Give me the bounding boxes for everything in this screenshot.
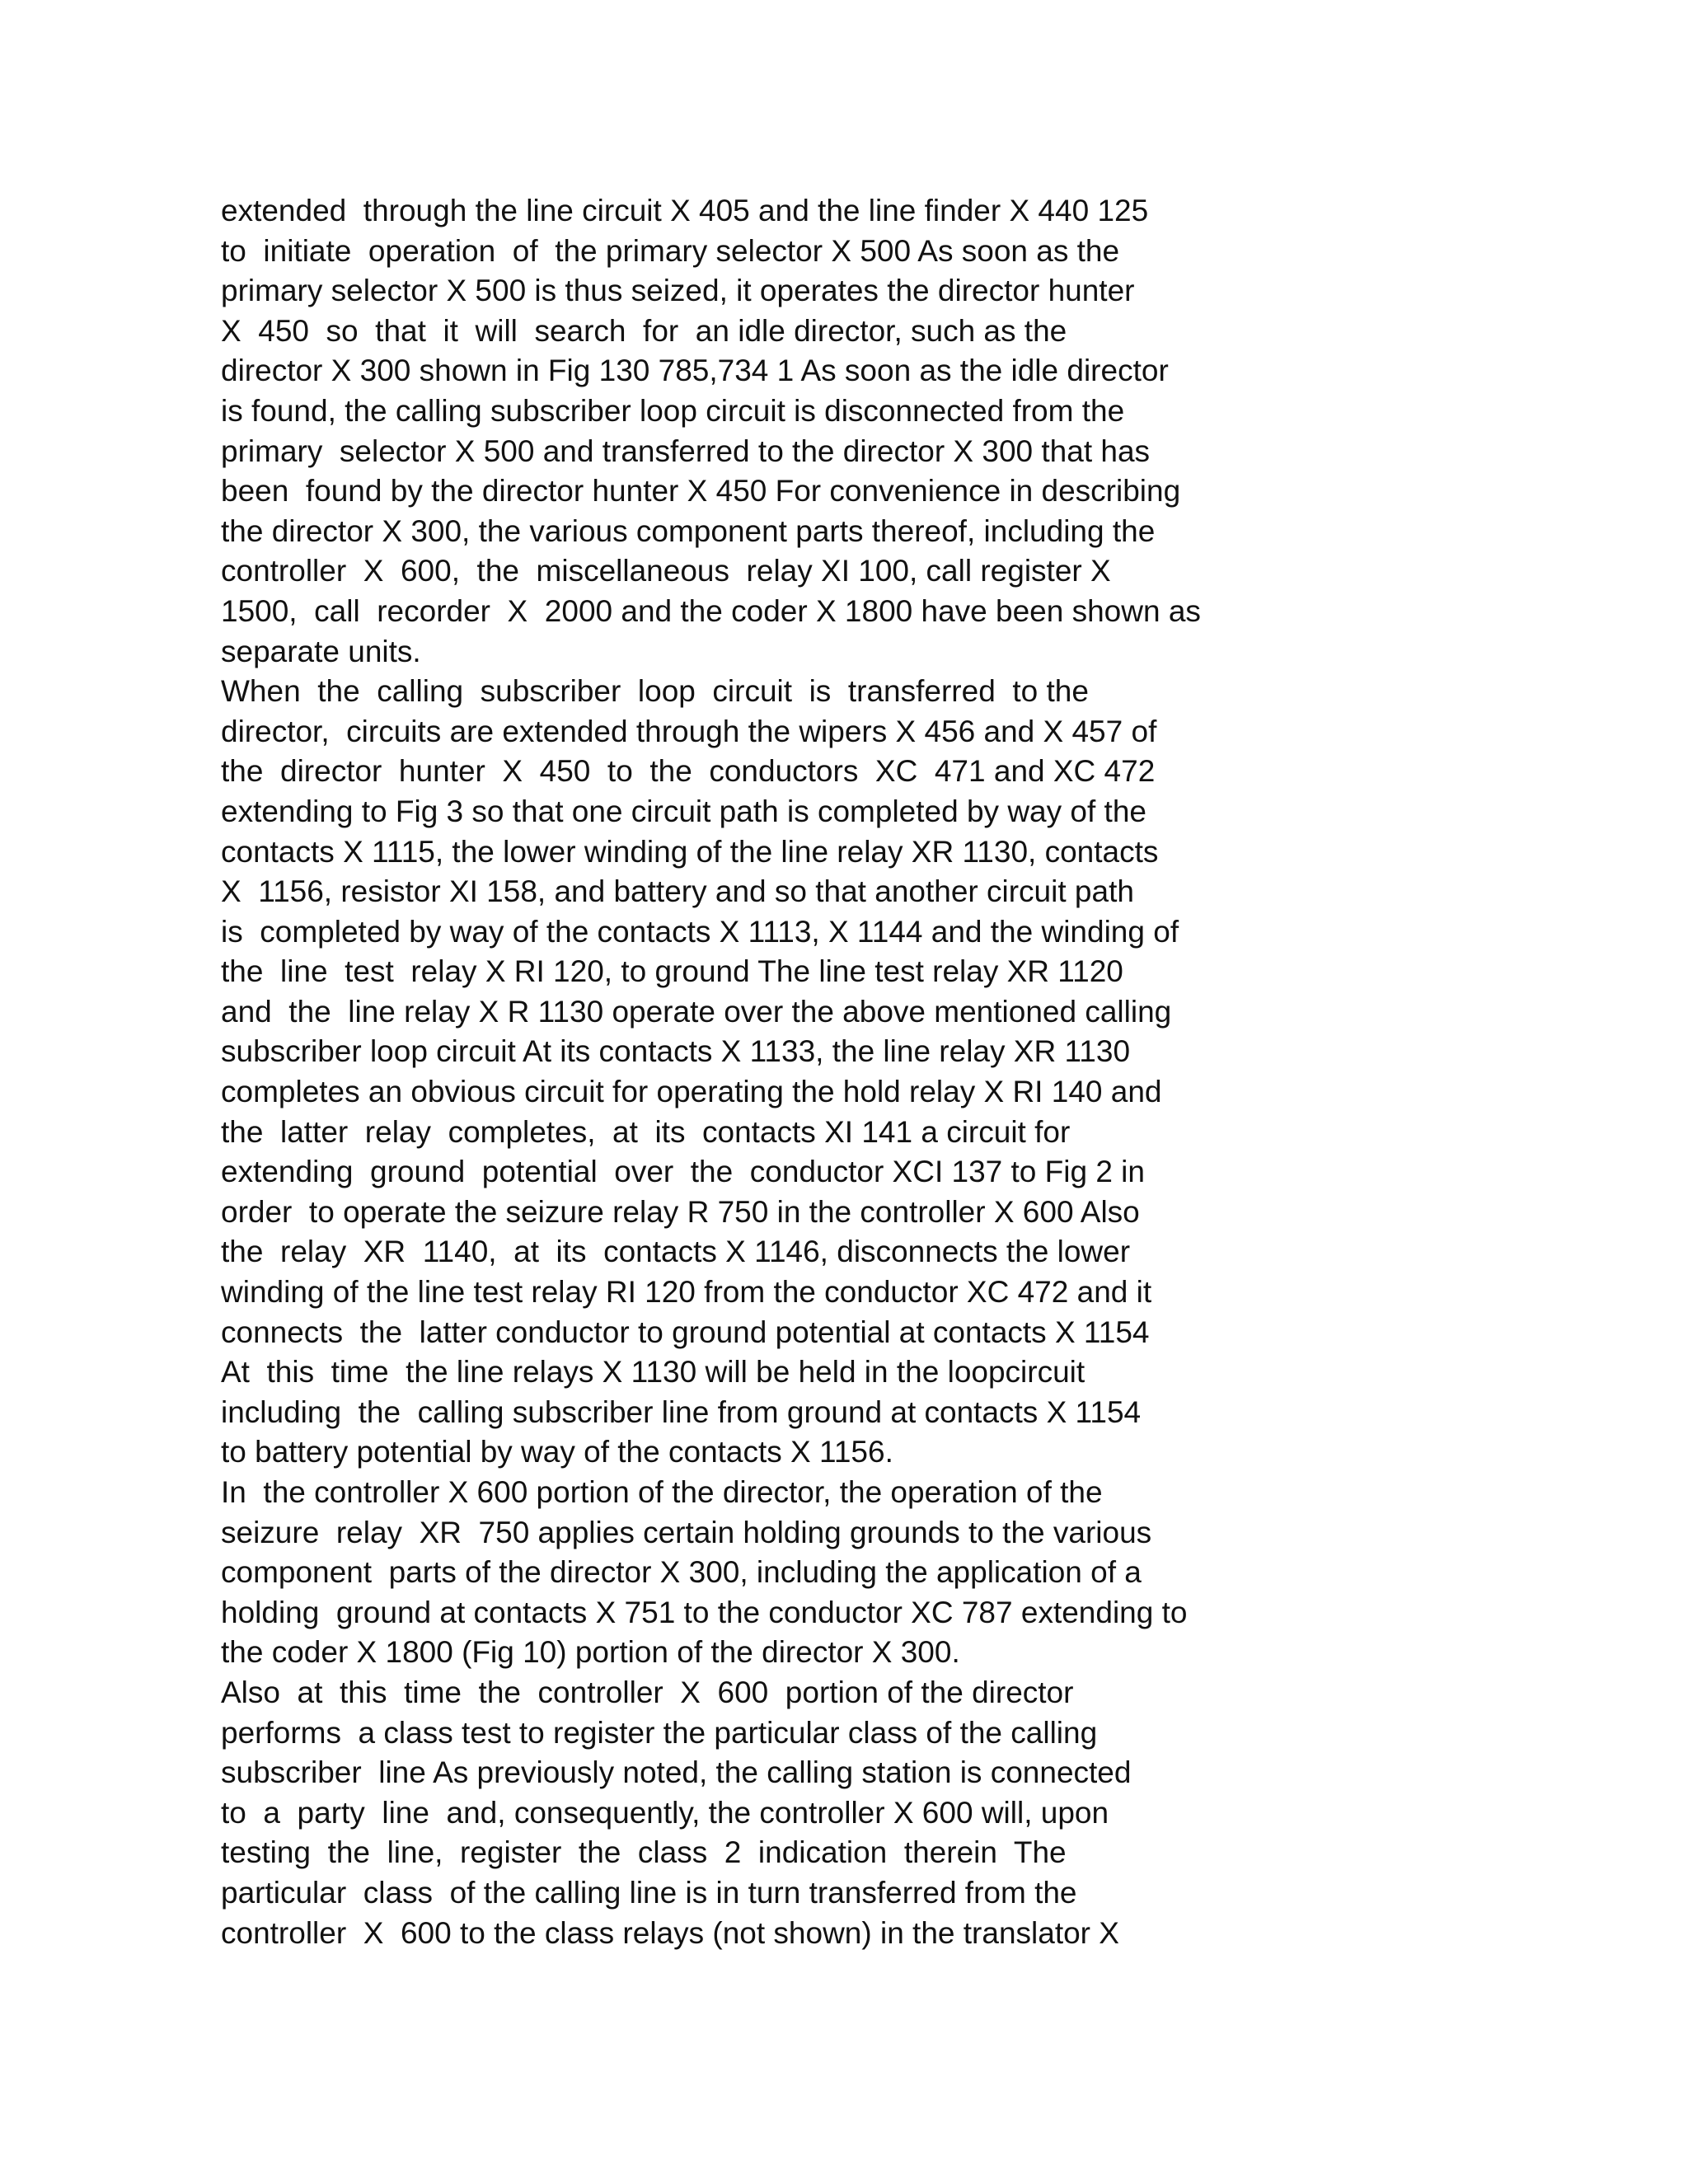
text-line: to battery potential by way of the contacts X 1156.: [221, 1435, 893, 1469]
text-line: director X 300 shown in Fig 130 785,734 1 As soon as the idle director: [221, 354, 1169, 388]
text-line: subscriber line As previously noted, the calling station is connected: [221, 1755, 1132, 1790]
text-line: holding ground at contacts X 751 to the conductor XC 787 extending to: [221, 1595, 1188, 1629]
text-line: is found, the calling subscriber loop circuit is disconnected from the: [221, 393, 1125, 428]
text-line: testing the line, register the class 2 indication therein The: [221, 1835, 1067, 1870]
text-line: order to operate the seizure relay R 750 in the controller X 600 Also: [221, 1194, 1140, 1229]
text-line: the line test relay X RI 120, to ground The line test relay XR 1120: [221, 954, 1123, 989]
text-line: 1500, call recorder X 2000 and the coder X 1800 have been shown as: [221, 593, 1201, 628]
text-line: At this time the line relays X 1130 will be held in the loopcircuit: [221, 1355, 1085, 1390]
text-line: director, circuits are extended through the wipers X 456 and X 457 of: [221, 714, 1157, 748]
text-line: completes an obvious circuit for operating the hold relay X RI 140 and: [221, 1075, 1162, 1109]
text-line: subscriber loop circuit At its contacts X 1133, the line relay XR 1130: [221, 1034, 1131, 1069]
text-line: contacts X 1115, the lower winding of the line relay XR 1130, contacts: [221, 834, 1159, 869]
text-line: is completed by way of the contacts X 1113, X 1144 and the winding of: [221, 914, 1179, 949]
text-line: the director hunter X 450 to the conductors XC 471 and XC 472: [221, 754, 1156, 789]
text-line: the director X 300, the various component parts thereof, including the: [221, 513, 1156, 548]
text-line: In the controller X 600 portion of the director, the operation of the: [221, 1475, 1103, 1509]
text-line: primary selector X 500 and transferred to the director X 300 that has: [221, 434, 1151, 468]
text-line: particular class of the calling line is in turn transferred from the: [221, 1875, 1077, 1910]
text-line: to initiate operation of the primary selector X 500 As soon as the: [221, 233, 1120, 268]
text-line: the coder X 1800 (Fig 10) portion of the director X 300.: [221, 1635, 960, 1670]
text-line: primary selector X 500 is thus seized, it operates the director hunter: [221, 274, 1135, 308]
text-line: Also at this time the controller X 600 portion of the director: [221, 1675, 1074, 1709]
text-line: controller X 600 to the class relays (not shown) in the translator X: [221, 1915, 1119, 1950]
text-line: extending to Fig 3 so that one circuit path is completed by way of the: [221, 794, 1146, 828]
text-line: extending ground potential over the conductor XCI 137 to Fig 2 in: [221, 1155, 1145, 1189]
text-line: the latter relay completes, at its contacts XI 141 a circuit for: [221, 1114, 1071, 1149]
text-line: separate units.: [221, 634, 421, 668]
text-line: connects the latter conductor to ground potential at contacts X 1154: [221, 1315, 1150, 1349]
text-line: including the calling subscriber line from ground at contacts X 1154: [221, 1394, 1142, 1429]
text-line: X 450 so that it will search for an idle director, such as the: [221, 313, 1067, 348]
text-line: winding of the line test relay RI 120 from the conductor XC 472 and it: [221, 1275, 1152, 1310]
text-line: extended through the line circuit X 405 and the line finder X 440 125: [221, 194, 1149, 227]
text-line: X 1156, resistor XI 158, and battery and so that another circuit path: [221, 874, 1134, 909]
text-line: performs a class test to register the particular class of the calling: [221, 1715, 1098, 1750]
text-line: been found by the director hunter X 450 For convenience in describing: [221, 474, 1181, 509]
text-line: When the calling subscriber loop circuit is transferred to the: [221, 674, 1089, 709]
text-line: seizure relay XR 750 applies certain holding grounds to the various: [221, 1515, 1152, 1549]
text-line: component parts of the director X 300, including the application of a: [221, 1555, 1142, 1590]
text-line: to a party line and, consequently, the controller X 600 will, upon: [221, 1795, 1109, 1830]
text-line: controller X 600, the miscellaneous relay XI 100, call register X: [221, 554, 1111, 588]
text-line: and the line relay X R 1130 operate over the above mentioned calling: [221, 994, 1172, 1029]
body-text: [221, 191, 1474, 1953]
text-line: the relay XR 1140, at its contacts X 1146, disconnects the lower: [221, 1235, 1131, 1269]
